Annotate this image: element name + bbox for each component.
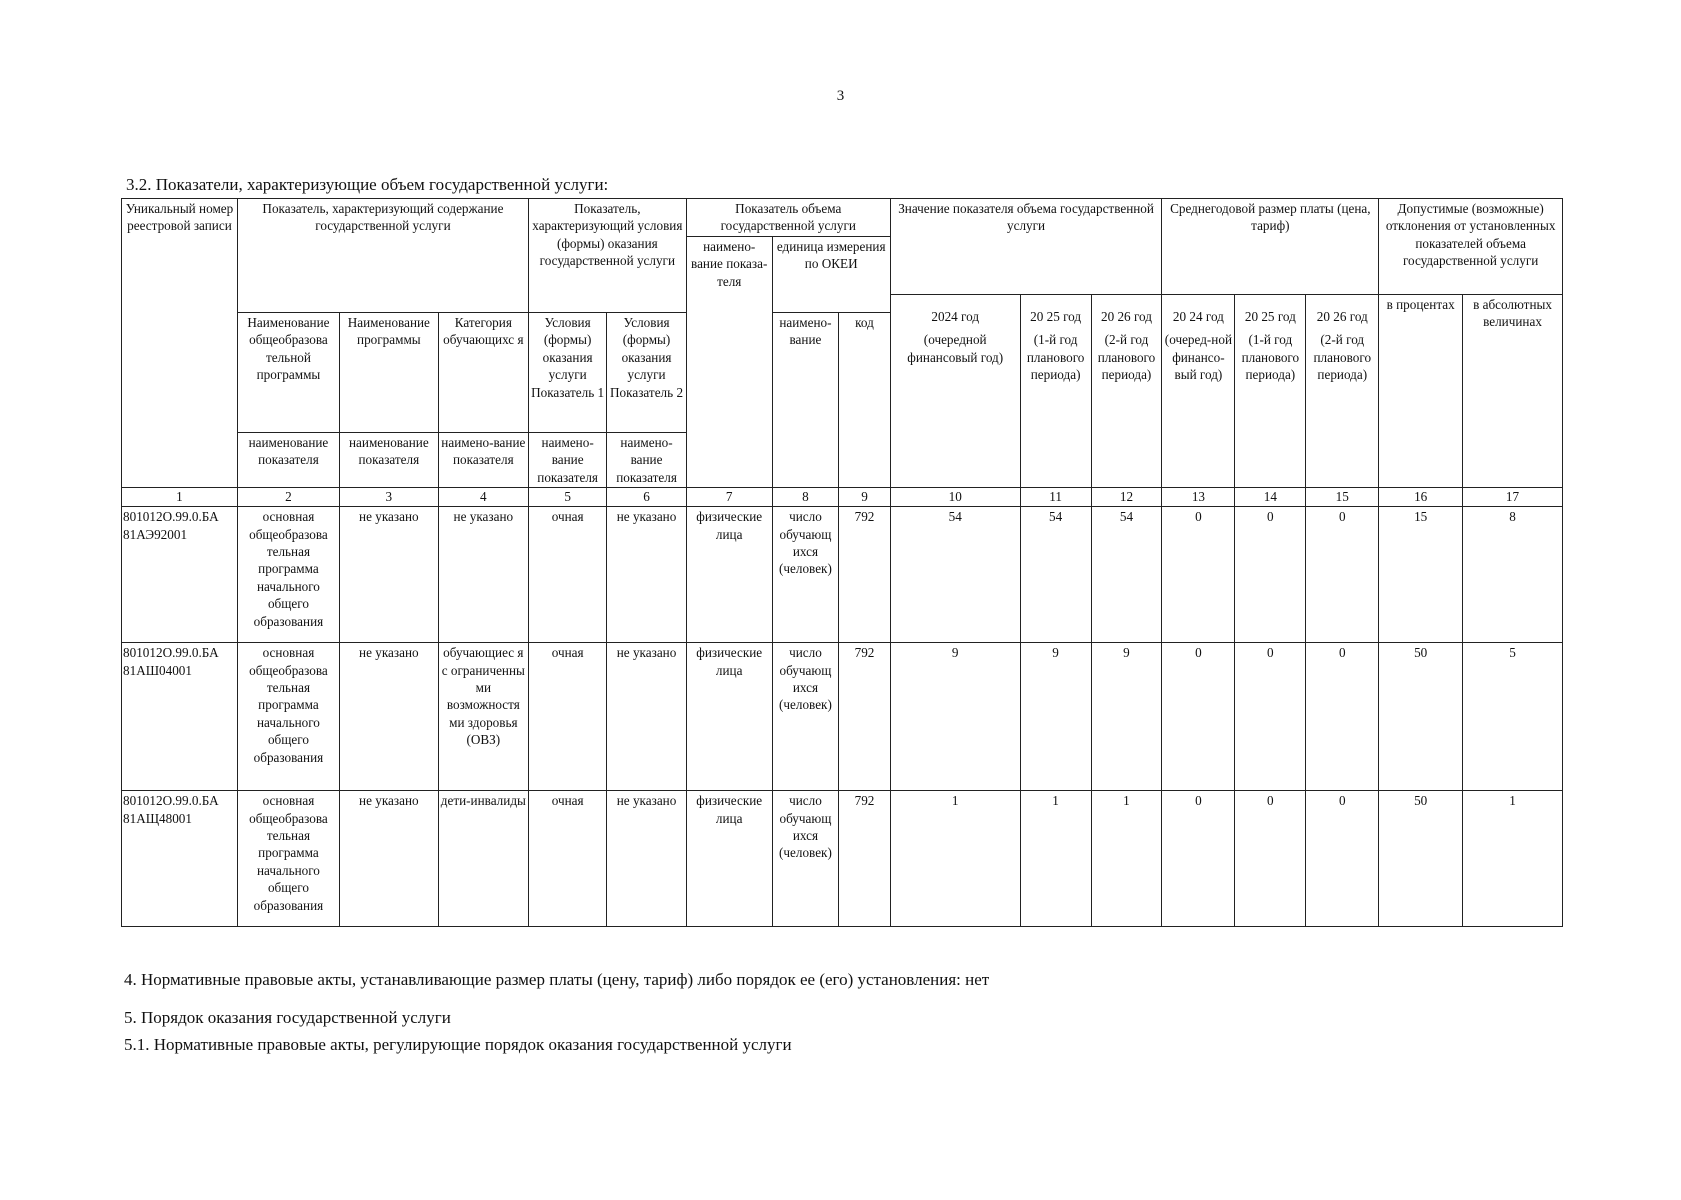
header-content-indicator: Показатель, характеризующий содержание государственной услуги: [237, 199, 528, 313]
header-fee-2026-period: (2-й год планового периода): [1313, 332, 1372, 383]
header-okei-code: код: [839, 312, 891, 487]
column-number: 12: [1091, 488, 1162, 507]
section-5-1-line: 5.1. Нормативные правовые акты, регулирующие порядок оказания государственной услуги: [124, 1035, 792, 1054]
header-indicator-name-3: наименование показателя: [339, 432, 438, 487]
cell-registry-number: 801012О.99.0.БА 81АЩ48001: [122, 791, 238, 927]
header-value-2026-period: (2-й год планового периода): [1097, 332, 1156, 383]
cell-program: основная общеобразова тельная программа начального общего образования: [237, 791, 339, 927]
cell-fee-2024: 0: [1162, 643, 1235, 791]
cell-fee-2024: 0: [1162, 791, 1235, 927]
section-4-line: 4. Нормативные правовые акты, устанавливающие размер платы (цену, тариф) либо порядок ее (его) установления: нет: [124, 970, 990, 989]
cell-unit-code: 792: [839, 791, 891, 927]
header-indicator-name-4: наимено-вание показателя: [438, 432, 528, 487]
cell-fee-2025: 0: [1235, 507, 1306, 643]
column-number: 9: [839, 488, 891, 507]
cell-value-2026: 54: [1091, 507, 1162, 643]
header-student-category: Категория обучающихс я: [438, 312, 528, 432]
cell-value-2025: 54: [1020, 507, 1091, 643]
column-number: 13: [1162, 488, 1235, 507]
header-value-2024-year: 2024 год: [931, 308, 980, 324]
cell-deviation-percent: 50: [1379, 643, 1463, 791]
volume-indicators-table: [121, 198, 1563, 927]
cell-deviation-percent: 50: [1379, 791, 1463, 927]
header-fee-2025: [1235, 294, 1306, 487]
column-number: 17: [1463, 488, 1563, 507]
cell-value-2026: 9: [1091, 643, 1162, 791]
cell-volume-indicator: физические лица: [686, 643, 772, 791]
header-value-2025: [1020, 294, 1091, 487]
header-fee-2024: [1162, 294, 1235, 487]
cell-fee-2026: 0: [1306, 791, 1379, 927]
cell-program: основная общеобразова тельная программа начального общего образования: [237, 507, 339, 643]
header-value-2024: [890, 294, 1020, 487]
header-program-name: Наименование общеобразова тельной программы: [237, 312, 339, 432]
header-value-2026-year: 20 26 год: [1100, 308, 1152, 324]
data-rows: [122, 507, 1563, 927]
column-number: 11: [1020, 488, 1091, 507]
header-conditions-indicator: Показатель, характеризующий условия (формы) оказания государственной услуги: [528, 199, 686, 313]
column-number: 2: [237, 488, 339, 507]
cell-fee-2026: 0: [1306, 507, 1379, 643]
header-row-1: [122, 199, 1563, 237]
header-condition-2: Условия (формы) оказания услуги Показатель 2: [607, 312, 686, 432]
header-fee-2025-period: (1-й год планового периода): [1241, 332, 1300, 383]
header-indicator-name-2: наименование показателя: [237, 432, 339, 487]
cell-program-name: не указано: [339, 791, 438, 927]
cell-condition-1: очная: [528, 643, 606, 791]
cell-deviation-absolute: 8: [1463, 507, 1563, 643]
cell-student-category: дети-инвалиды: [438, 791, 528, 927]
header-unique-number: Уникальный номер реестровой записи: [122, 199, 238, 488]
cell-condition-1: очная: [528, 791, 606, 927]
header-okei-unit: единица измерения по ОКЕИ: [772, 236, 890, 312]
column-number: 14: [1235, 488, 1306, 507]
cell-volume-indicator: физические лица: [686, 507, 772, 643]
header-fee-2026-year: 20 26 год: [1316, 308, 1368, 324]
section-5-line: 5. Порядок оказания государственной услуги: [124, 1008, 451, 1027]
cell-value-2026: 1: [1091, 791, 1162, 927]
column-number: 6: [607, 488, 686, 507]
column-number: 5: [528, 488, 606, 507]
header-allowed-deviations: Допустимые (возможные) отклонения от установленных показателей объема государственной услуги: [1379, 199, 1563, 295]
header-fee-2024-year: 20 24 год: [1172, 308, 1224, 324]
table-row: [122, 507, 1563, 643]
cell-condition-1: очная: [528, 507, 606, 643]
cell-condition-2: не указано: [607, 643, 686, 791]
header-indicator-name-6: наимено-вание показателя: [607, 432, 686, 487]
cell-program-name: не указано: [339, 643, 438, 791]
section-heading: 3.2. Показатели, характеризующие объем государственной услуги:: [126, 175, 609, 194]
cell-volume-indicator: физические лица: [686, 791, 772, 927]
cell-value-2024: 1: [890, 791, 1020, 927]
volume-table-wrapper: [121, 198, 1563, 927]
header-indicator-name-5: наимено-вание показателя: [528, 432, 606, 487]
cell-registry-number: 801012О.99.0.БА 81АШ04001: [122, 643, 238, 791]
cell-deviation-percent: 15: [1379, 507, 1463, 643]
column-number: 10: [890, 488, 1020, 507]
cell-deviation-absolute: 5: [1463, 643, 1563, 791]
column-number-row: [122, 488, 1563, 507]
header-fee-2024-period: (очеред-ной финансо-вый год): [1164, 332, 1233, 383]
cell-fee-2026: 0: [1306, 643, 1379, 791]
column-number: 1: [122, 488, 238, 507]
column-number: 3: [339, 488, 438, 507]
cell-deviation-absolute: 1: [1463, 791, 1563, 927]
header-condition-1: Условия (формы) оказания услуги Показатель 1: [528, 312, 606, 432]
table-row: [122, 643, 1563, 791]
cell-unit-code: 792: [839, 507, 891, 643]
cell-condition-2: не указано: [607, 791, 686, 927]
cell-unit-name: число обучающ ихся (человек): [772, 507, 839, 643]
cell-fee-2025: 0: [1235, 643, 1306, 791]
header-deviation-absolute: в абсолютных величинах: [1463, 294, 1563, 487]
cell-fee-2024: 0: [1162, 507, 1235, 643]
header-fee-2025-year: 20 25 год: [1244, 308, 1296, 324]
cell-value-2025: 9: [1020, 643, 1091, 791]
column-number: 16: [1379, 488, 1463, 507]
cell-student-category: обучающиес я с ограниченны ми возможностя ми здоровья (ОВЗ): [438, 643, 528, 791]
cell-fee-2025: 0: [1235, 791, 1306, 927]
cell-program-name: не указано: [339, 507, 438, 643]
header-value-2025-period: (1-й год планового периода): [1026, 332, 1085, 383]
header-volume-values: Значение показателя объема государственной услуги: [890, 199, 1162, 295]
header-value-2025-year: 20 25 год: [1030, 308, 1082, 324]
header-volume-indicator-name: наимено-вание показа-теля: [686, 236, 772, 487]
header-value-2024-period: (очередной финансовый год): [907, 332, 1004, 365]
cell-program: основная общеобразова тельная программа начального общего образования: [237, 643, 339, 791]
column-number: 15: [1306, 488, 1379, 507]
header-okei-name: наимено-вание: [772, 312, 839, 487]
header-volume-indicator: Показатель объема государственной услуги: [686, 199, 890, 237]
cell-unit-code: 792: [839, 643, 891, 791]
header-deviation-percent: в процентах: [1379, 294, 1463, 487]
header-average-fee: Среднегодовой размер платы (цена, тариф): [1162, 199, 1379, 295]
table-row: [122, 791, 1563, 927]
page-number: 3: [836, 88, 845, 104]
cell-unit-name: число обучающ ихся (человек): [772, 791, 839, 927]
column-number: 7: [686, 488, 772, 507]
cell-value-2024: 9: [890, 643, 1020, 791]
header-programs: Наименование программы: [339, 312, 438, 432]
cell-condition-2: не указано: [607, 507, 686, 643]
cell-student-category: не указано: [438, 507, 528, 643]
cell-value-2025: 1: [1020, 791, 1091, 927]
header-value-2026: [1091, 294, 1162, 487]
cell-value-2024: 54: [890, 507, 1020, 643]
column-number: 8: [772, 488, 839, 507]
cell-unit-name: число обучающ ихся (человек): [772, 643, 839, 791]
cell-registry-number: 801012О.99.0.БА 81АЭ92001: [122, 507, 238, 643]
column-number: 4: [438, 488, 528, 507]
header-fee-2026: [1306, 294, 1379, 487]
